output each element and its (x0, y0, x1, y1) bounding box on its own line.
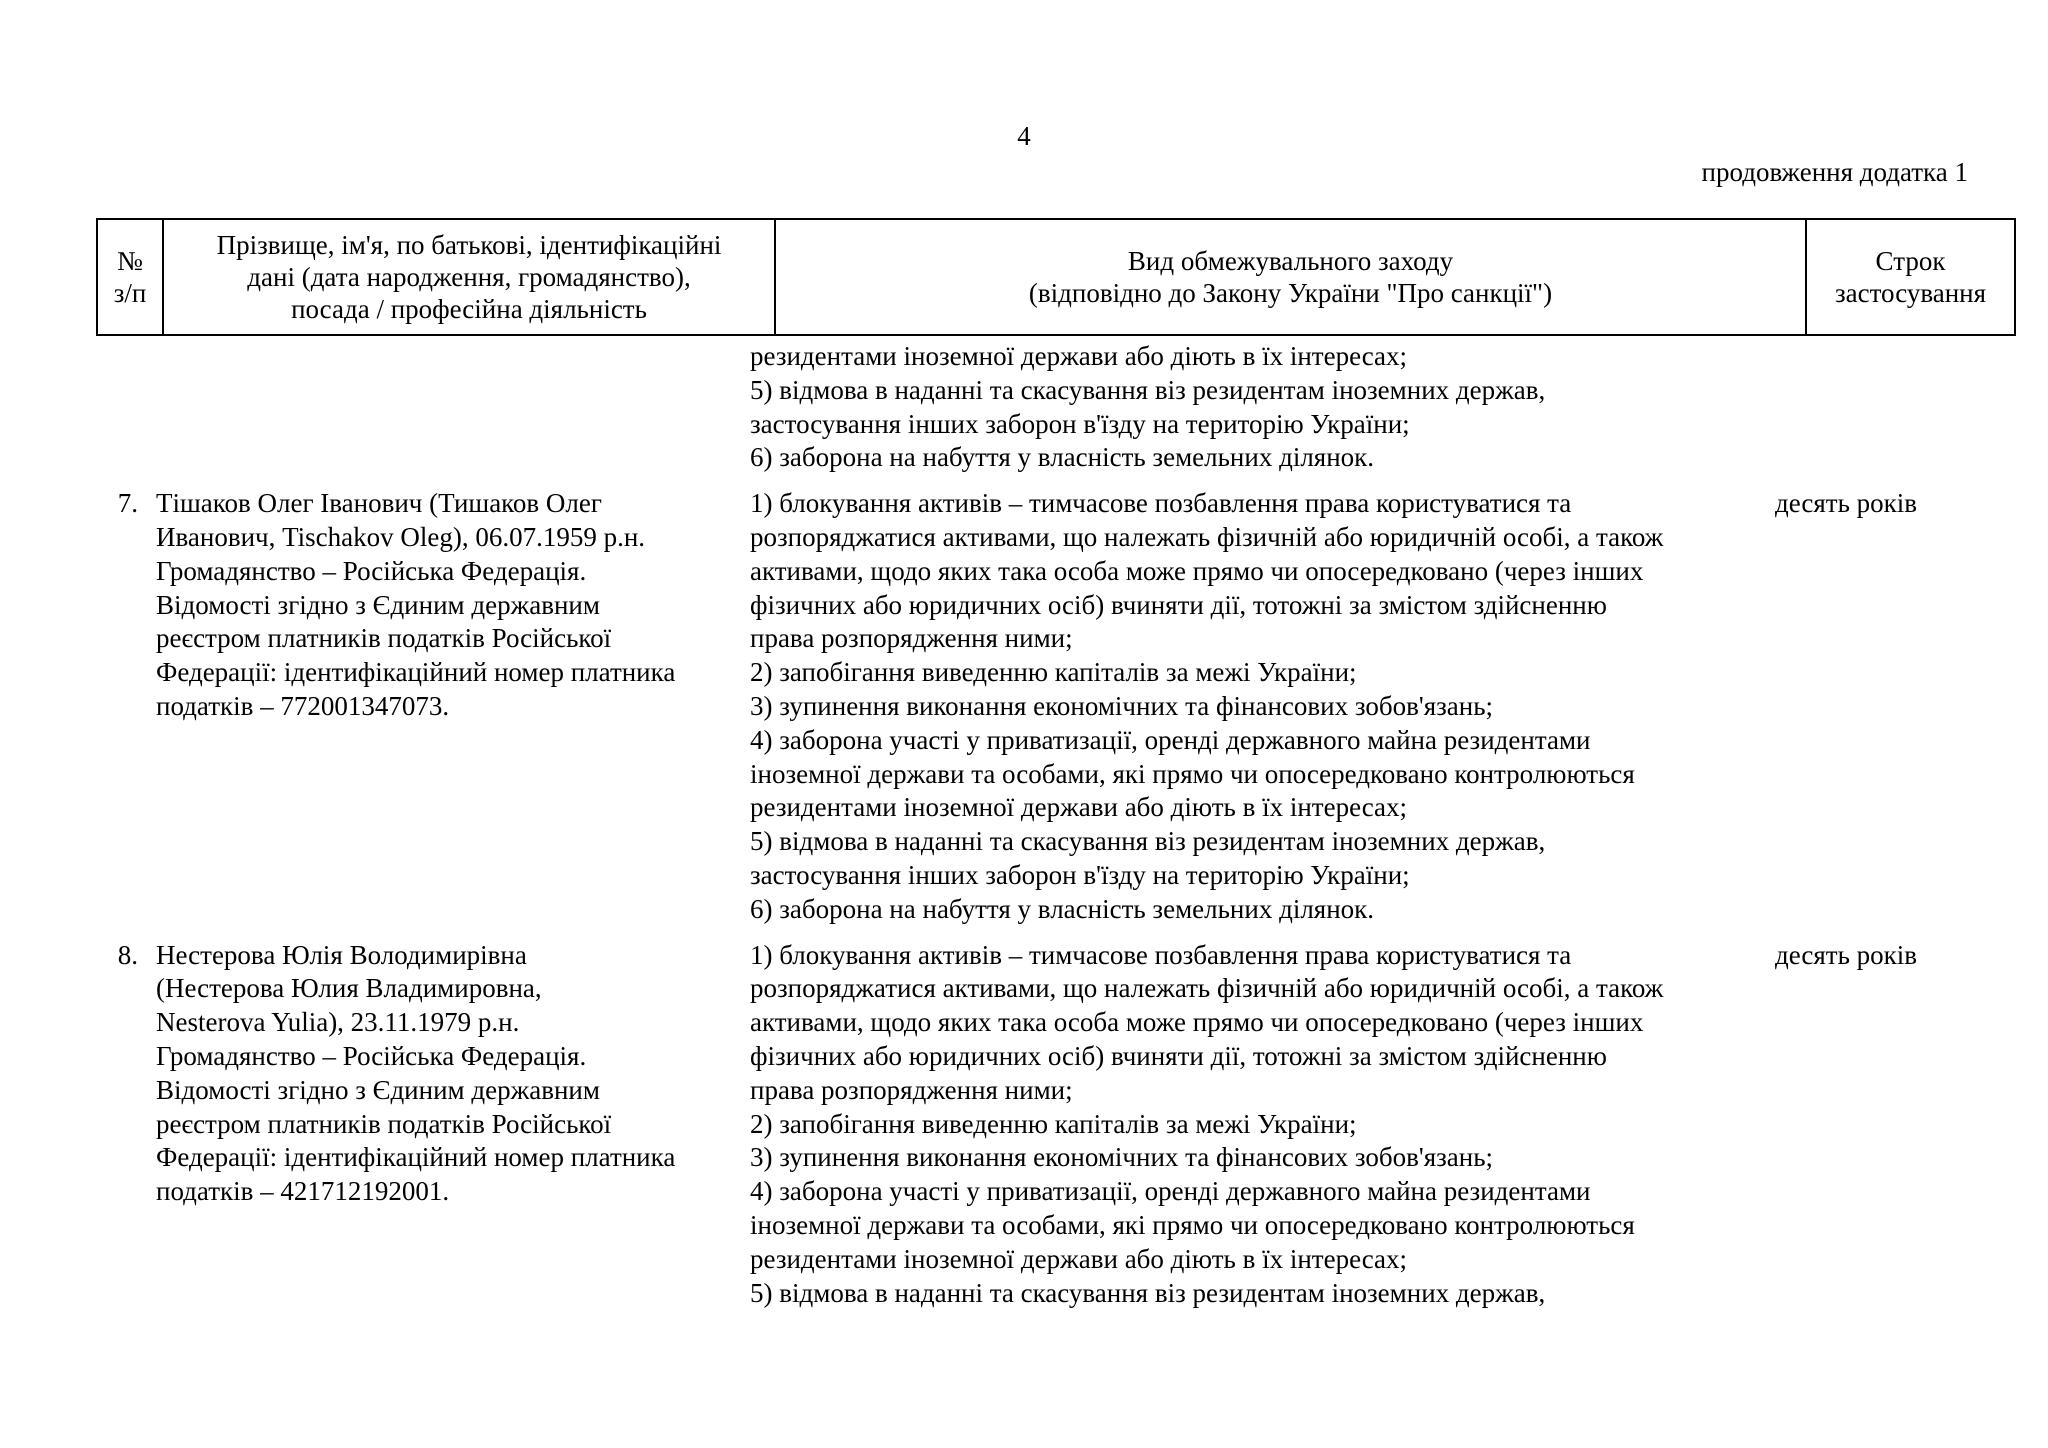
table-row-8 (96, 927, 1958, 1311)
continued-num-cell (96, 340, 148, 475)
measure-line: активами, щодо яких така особа може прямо чи опосередковано (через інших (750, 1007, 1644, 1038)
person-line: Федерації: ідентифікаційний номер платника (156, 1142, 676, 1173)
measure-line: 1) блокування активів – тимчасове позбавлення права користуватися та (750, 939, 1572, 970)
sanctions-table-body (96, 340, 1958, 1310)
header-row (97, 219, 2015, 335)
measure-line: резидентами іноземної держави або діють в їх інтересах; (750, 1243, 1408, 1274)
person-line: реєстром платників податків Російської (156, 623, 612, 654)
measure-line: резидентами іноземної держави або діють в їх інтересах; (750, 341, 1408, 371)
measure-line: 6) заборона на набуття у власність земельних ділянок. (750, 442, 1375, 473)
row-number: 7. (117, 488, 138, 519)
continued-name-cell (148, 340, 746, 475)
person-line: Нестерова Юлія Володимирівна (156, 939, 527, 970)
measure-line: 2) запобігання виведенню капіталів за межі України; (750, 657, 1357, 688)
measures-cell (746, 927, 1763, 1311)
term-cell: десять років (1775, 939, 1918, 970)
person-line: Відомості згідно з Єдиним державним (156, 589, 600, 620)
measure-line: іноземної держави та особами, які прямо чи опосередковано контролюються (750, 758, 1635, 789)
person-line: Громадянство – Російська Федерація. (156, 1040, 587, 1071)
measure-line: резидентами іноземної держави або діють в їх інтересах; (750, 792, 1408, 823)
person-line: Тішаков Олег Іванович (Тишаков Олег (156, 488, 602, 519)
row-number: 8. (117, 939, 138, 970)
header-name-line: посада / професійна діяльність (291, 294, 647, 324)
header-term-cell (1806, 219, 2015, 335)
header-num-line: з/п (113, 278, 147, 308)
measure-line: 4) заборона участі у приватизації, оренді державного майна резидентами (750, 1176, 1591, 1207)
header-term-line: Строк (1875, 246, 1946, 276)
measure-line: 2) запобігання виведенню капіталів за межі України; (750, 1108, 1357, 1139)
person-line: Відомості згідно з Єдиним державним (156, 1074, 600, 1105)
measure-line: іноземної держави та особами, які прямо чи опосередковано контролюються (750, 1209, 1635, 1240)
header-name-line: дані (дата народження, громадянство), (247, 262, 691, 292)
measure-line: 6) заборона на набуття у власність земельних ділянок. (750, 893, 1375, 924)
table-row-7 (96, 475, 1958, 926)
measure-line: 5) відмова в наданні та скасування віз резидентам іноземних держав, (750, 826, 1546, 857)
measure-line: фізичних або юридичних осіб) вчиняти дії, тотожні за змістом здійсненню (750, 589, 1607, 620)
person-details-cell (148, 475, 746, 926)
measure-line: 4) заборона участі у приватизації, оренді державного майна резидентами (750, 724, 1591, 755)
header-measure-cell (775, 219, 1806, 335)
term-cell: десять років (1775, 488, 1918, 519)
person-line: Громадянство – Російська Федерація. (156, 555, 587, 586)
measure-line: фізичних або юридичних осіб) вчиняти дії, тотожні за змістом здійсненню (750, 1040, 1607, 1071)
measures-cell (746, 475, 1763, 926)
header-term-line: застосування (1834, 278, 1987, 308)
measure-line: застосування інших заборон в'їзду на територію України; (750, 408, 1410, 439)
person-line: Иванович, Tischakov Oleg), 06.07.1959 р.н. (156, 521, 646, 552)
person-line: Nesterova Yulia), 23.11.1979 р.н. (156, 1007, 520, 1038)
sanctions-table-header (96, 218, 2016, 336)
header-measure-line: (відповідно до Закону України "Про санкції") (1028, 278, 1553, 308)
measure-line: застосування інших заборон в'їзду на територію України; (750, 859, 1410, 890)
measure-line: права розпорядження ними; (750, 623, 1073, 654)
measure-line: 5) відмова в наданні та скасування віз резидентам іноземних держав, (750, 374, 1546, 405)
page-number: 4 (1017, 121, 1031, 151)
person-line: Федерації: ідентифікаційний номер платника (156, 657, 676, 688)
header-num-line: № (117, 246, 143, 276)
person-line: податків – 772001347073. (156, 690, 450, 721)
continuation-label: продовження додатка 1 (1701, 157, 1968, 187)
measure-line: розпоряджатися активами, що належать фізичній або юридичній особі, а також (750, 973, 1664, 1004)
continued-term-cell (1763, 340, 1958, 475)
header-num-cell (97, 219, 163, 335)
measure-line: розпоряджатися активами, що належать фізичній або юридичній особі, а також (750, 521, 1664, 552)
measure-line: 5) відмова в наданні та скасування віз резидентам іноземних держав, (750, 1277, 1546, 1308)
measure-line: права розпорядження ними; (750, 1074, 1073, 1105)
person-details-cell (148, 927, 746, 1311)
measure-line: активами, щодо яких така особа може прямо чи опосередковано (через інших (750, 555, 1644, 586)
person-line: (Нестерова Юлия Владимировна, (156, 973, 542, 1004)
measure-line: 3) зупинення виконання економічних та фінансових зобов'язань; (750, 1142, 1494, 1173)
measure-line: 3) зупинення виконання економічних та фінансових зобов'язань; (750, 690, 1494, 721)
continued-measure-cell (746, 340, 1763, 475)
person-line: податків – 421712192001. (156, 1176, 450, 1207)
header-measure-line: Вид обмежувального заходу (1127, 246, 1454, 276)
measure-line: 1) блокування активів – тимчасове позбавлення права користуватися та (750, 488, 1572, 519)
header-name-line: Прізвище, ім'я, по батькові, ідентифікаційні (216, 230, 722, 260)
person-line: реєстром платників податків Російської (156, 1108, 612, 1139)
continued-row (96, 340, 1958, 475)
header-name-cell (163, 219, 775, 335)
